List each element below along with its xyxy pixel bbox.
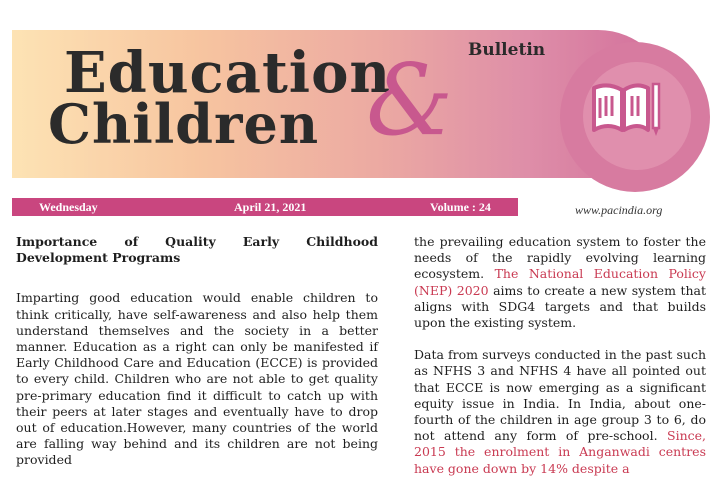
paragraph-text: aims to create a new system that aligns with SDG4 targets and that builds upon the existing system.: [414, 282, 706, 331]
nep-highlight: The National Education Policy (NEP) 2020: [414, 266, 706, 298]
paragraph-text: Data from surveys conducted in the past such as NFHS 3 and NFHS 4 have all pointed out that ECCE is now emerging as a significant equity issue in India. In India, about one-fourth of the children in age group 3 to 6, do not attend any form of pre-school.: [414, 347, 706, 444]
article-paragraph: Imparting good education would enable children to think critically, have self-awareness and also help them understand themselves and the society in a better manner. Education as a right can only be manifested if Early Childhood Care and Education (ECCE) is provided to every child. Children who are not able to get quality pre-primary education find it difficult to catch up with their peers at later stages and eventually have to drop out of education.However, many countries of the world are falling way behind and its children are not being provided: [16, 290, 378, 468]
masthead-title-children: Children: [48, 92, 320, 156]
website-link[interactable]: www.pacindia.org: [575, 203, 663, 217]
volume-label: Volume : 24: [430, 200, 491, 214]
date-label: April 21, 2021: [234, 200, 307, 214]
masthead-ampersand: &: [366, 44, 454, 158]
article-left-column: [16, 234, 378, 485]
masthead-title-education: Education: [64, 40, 392, 106]
article-right-column: [414, 234, 706, 493]
paragraph-text: the prevailing education system to foster the needs of the rapidly evolving learning ecosystem.: [414, 234, 706, 282]
bulletin-label: Bulletin: [468, 40, 546, 60]
article-paragraph: [414, 234, 706, 331]
article-paragraph: [414, 347, 706, 477]
date-bar: [12, 198, 518, 216]
book-pencil-icon: [590, 78, 662, 142]
article-heading: Importance of Quality Early Childhood Development Programs: [16, 234, 378, 266]
day-label: Wednesday: [39, 200, 98, 214]
enrolment-highlight: Since, 2015 the enrolment in Anganwadi centres have gone down by 14% despite a: [414, 428, 706, 476]
